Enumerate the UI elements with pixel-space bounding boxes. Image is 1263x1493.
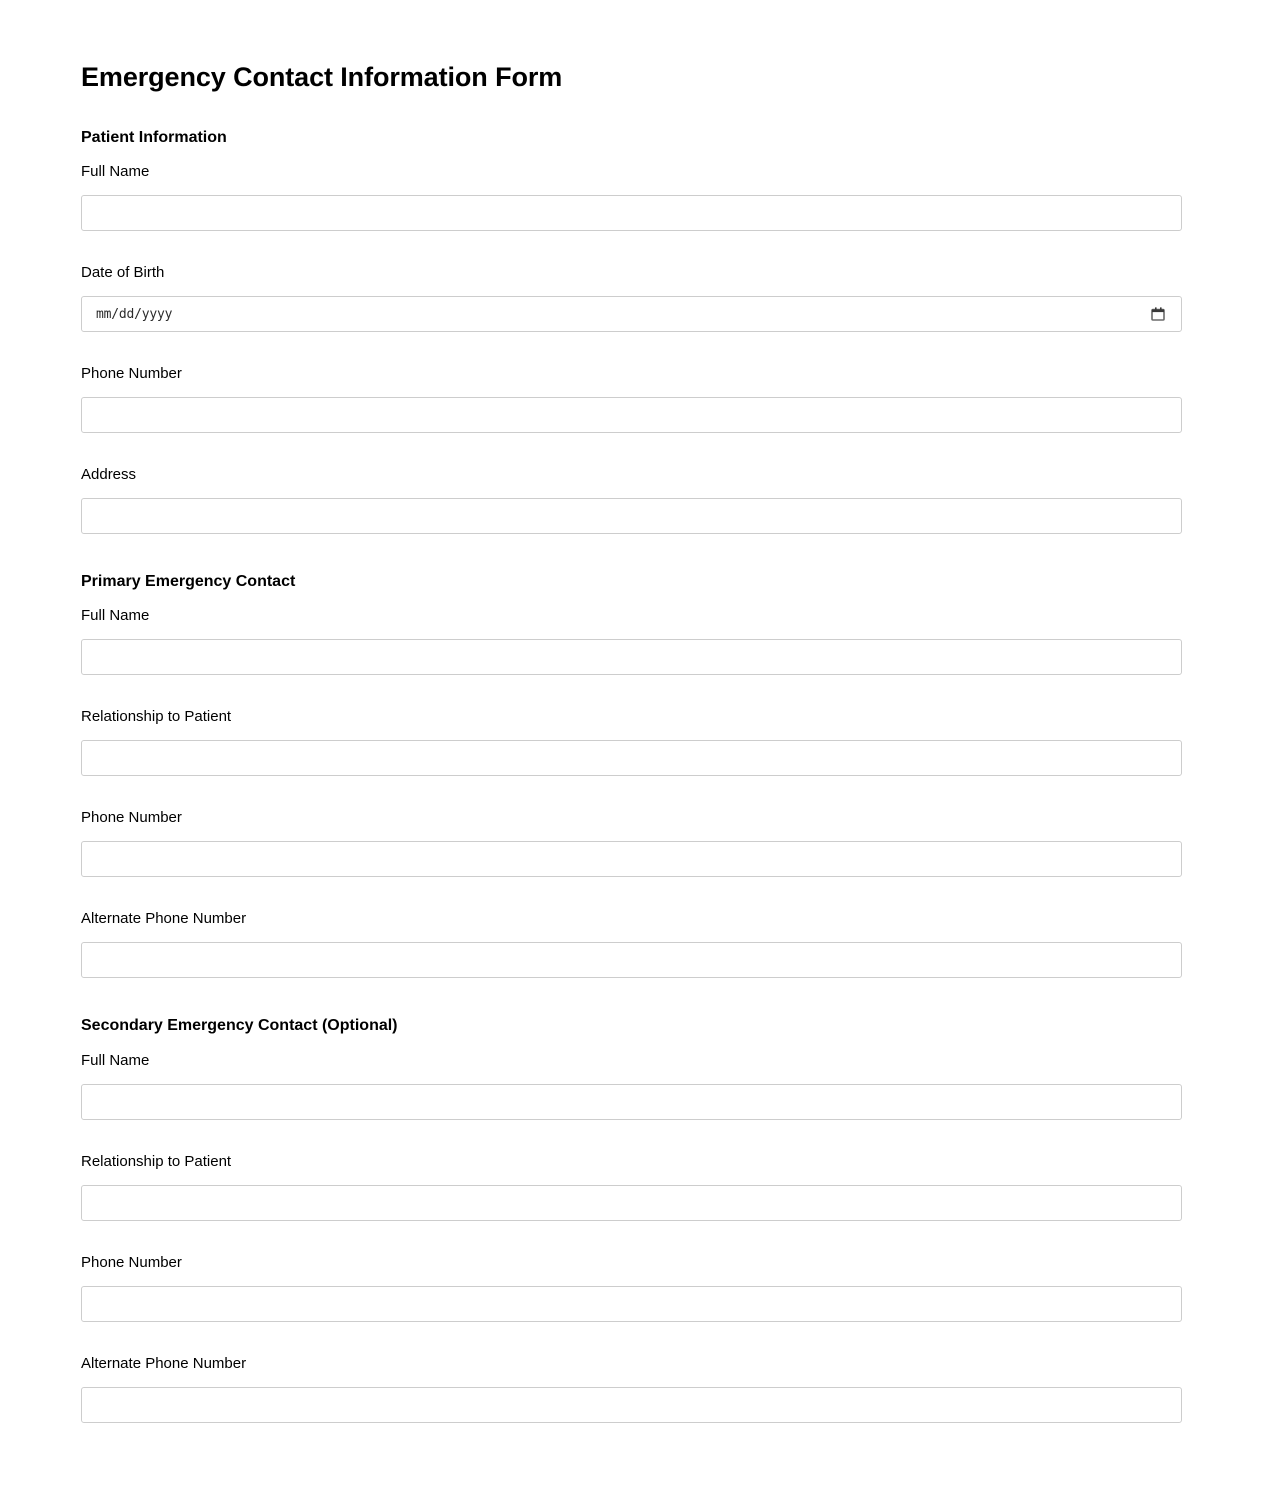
input-primary-phone-number[interactable] (81, 841, 1182, 877)
input-secondary-full-name[interactable] (81, 1084, 1182, 1120)
label-patient-full-name: Full Name (81, 163, 150, 181)
section-primary-emergency-contact (81, 572, 1182, 978)
field-secondary-relationship (81, 1153, 1182, 1221)
section-patient-information (81, 128, 1182, 534)
input-secondary-phone-number[interactable] (81, 1286, 1182, 1322)
input-patient-address[interactable] (81, 498, 1182, 534)
page-title: Emergency Contact Information Form (81, 62, 563, 92)
label-secondary-relationship: Relationship to Patient (81, 1152, 232, 1170)
label-secondary-full-name: Full Name (81, 1051, 150, 1069)
field-patient-full-name (81, 163, 1182, 231)
section-title-secondary-emergency-contact: Secondary Emergency Contact (Optional) (81, 1017, 398, 1035)
field-primary-relationship (81, 708, 1182, 776)
page-bottom-spacer (81, 1423, 1182, 1493)
label-primary-relationship: Relationship to Patient (81, 708, 232, 726)
label-patient-address: Address (81, 466, 137, 484)
form-sections (81, 128, 1182, 1423)
calendar-icon[interactable] (1151, 307, 1165, 321)
input-primary-alternate-phone[interactable] (81, 942, 1182, 978)
field-primary-full-name (81, 607, 1182, 675)
field-secondary-phone-number (81, 1254, 1182, 1322)
input-secondary-alternate-phone[interactable] (81, 1387, 1182, 1423)
section-title-primary-emergency-contact: Primary Emergency Contact (81, 573, 296, 591)
label-patient-date-of-birth: Date of Birth (81, 264, 165, 282)
section-title-patient-information: Patient Information (81, 129, 227, 147)
label-primary-phone-number: Phone Number (81, 809, 182, 827)
label-primary-full-name: Full Name (81, 607, 150, 625)
label-primary-alternate-phone: Alternate Phone Number (81, 910, 247, 928)
date-input-patient-date-of-birth[interactable] (81, 296, 1182, 332)
input-patient-phone-number[interactable] (81, 397, 1182, 433)
field-primary-alternate-phone (81, 910, 1182, 978)
field-patient-address (81, 466, 1182, 534)
input-patient-full-name[interactable] (81, 195, 1182, 231)
input-primary-relationship[interactable] (81, 740, 1182, 776)
field-secondary-full-name (81, 1052, 1182, 1120)
label-secondary-phone-number: Phone Number (81, 1253, 182, 1271)
label-patient-phone-number: Phone Number (81, 365, 182, 383)
date-placeholder-patient-date-of-birth: mm/dd/yyyy (96, 306, 173, 322)
field-patient-phone-number (81, 365, 1182, 433)
section-secondary-emergency-contact (81, 1016, 1182, 1422)
field-patient-date-of-birth (81, 264, 1182, 332)
label-secondary-alternate-phone: Alternate Phone Number (81, 1354, 247, 1372)
input-secondary-relationship[interactable] (81, 1185, 1182, 1221)
field-primary-phone-number (81, 809, 1182, 877)
field-secondary-alternate-phone (81, 1355, 1182, 1423)
input-primary-full-name[interactable] (81, 639, 1182, 675)
